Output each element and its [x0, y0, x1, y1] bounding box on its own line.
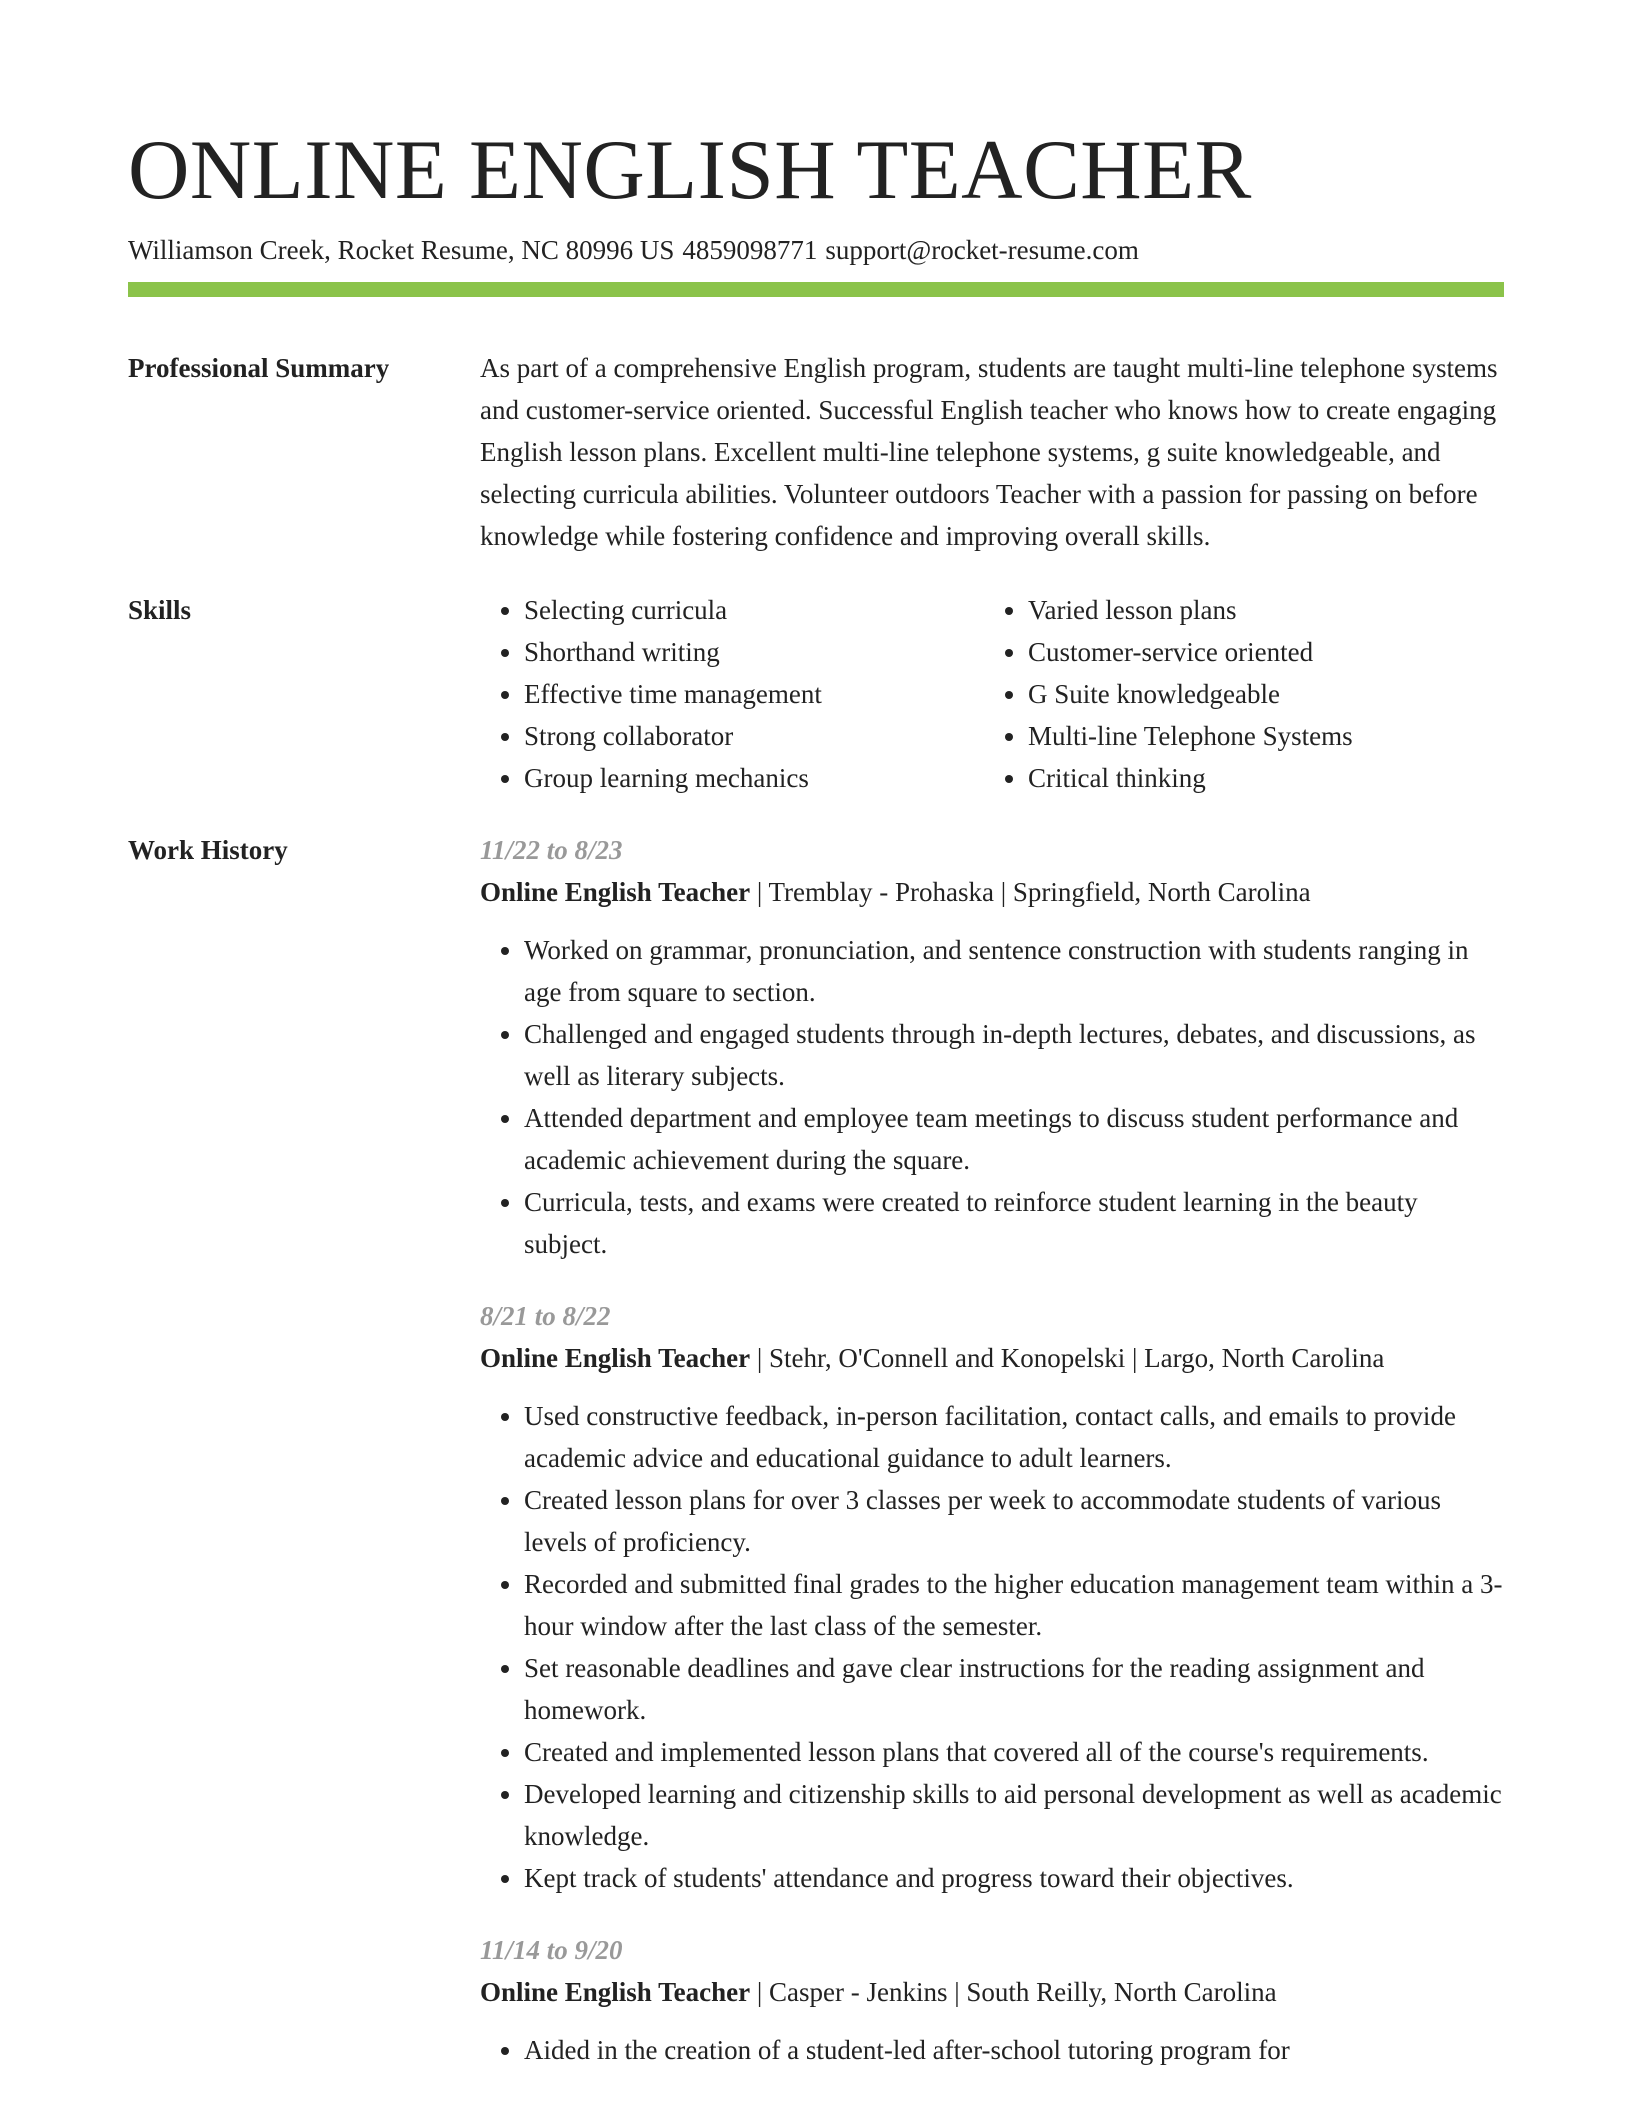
- skill-item: • Varied lesson plans: [1028, 589, 1488, 631]
- resume-name: ONLINE ENGLISH TEACHER: [128, 123, 1252, 217]
- job-heading: [480, 1337, 1504, 1379]
- job-bullet: • Curricula, tests, and exams were created to reinforce student learning in the beauty subject.: [524, 1181, 1504, 1265]
- summary-heading: Professional Summary: [128, 353, 390, 383]
- job-dates: 11/14 to 9/20: [480, 1935, 623, 1965]
- contact-address: Williamson Creek, Rocket Resume, NC 80996 US: [128, 235, 675, 265]
- job-title: Online English Teacher: [480, 877, 751, 907]
- job-bullet: • Created and implemented lesson plans that covered all of the course's requirements.: [524, 1731, 1504, 1773]
- job-entry: [480, 829, 1504, 1265]
- job-details: | Stehr, O'Connell and Konopelski | Largo, North Carolina: [750, 1343, 1385, 1373]
- skill-item: • G Suite knowledgeable: [1028, 673, 1488, 715]
- job-bullets: [480, 2029, 1504, 2071]
- contact-email: support@rocket-resume.com: [825, 235, 1139, 265]
- job-bullets: [480, 929, 1504, 1265]
- job-bullet: • Used constructive feedback, in-person facilitation, contact calls, and emails to provide academic advice and educational guidance to adult learners.: [524, 1395, 1504, 1479]
- job-entry: [480, 1929, 1504, 2071]
- contact-phone: 4859098771: [682, 235, 818, 265]
- skill-item: • Group learning mechanics: [524, 757, 984, 799]
- job-dates: 11/22 to 8/23: [480, 835, 623, 865]
- summary-text: As part of a comprehensive English program, students are taught multi-line telephone systems and customer-service oriented. Successful English teacher who knows how to create engaging English lesson plans. Excellent multi-line telephone systems, g suite knowledgeable, and selecting curricula abilities. Volunteer outdoors Teacher with a passion for passing on before knowledge while fostering confidence and improving overall skills.: [480, 353, 1498, 551]
- job-bullet: • Kept track of students' attendance and progress toward their objectives.: [524, 1857, 1504, 1899]
- skills-column-right: [984, 589, 1488, 799]
- skills-column-left: [480, 589, 984, 799]
- job-bullets: [480, 1395, 1504, 1899]
- contact-line: [128, 232, 1504, 268]
- work-history-heading: Work History: [128, 835, 288, 865]
- skill-item: • Effective time management: [524, 673, 984, 715]
- work-history-list: [480, 829, 1504, 2101]
- job-bullet: • Challenged and engaged students through in-depth lectures, debates, and discussions, as well as literary subjects.: [524, 1013, 1504, 1097]
- skills-list: [480, 589, 1504, 799]
- skill-item: • Selecting curricula: [524, 589, 984, 631]
- job-bullet: • Attended department and employee team meetings to discuss student performance and academic achievement during the square.: [524, 1097, 1504, 1181]
- job-details: | Casper - Jenkins | South Reilly, North Carolina: [750, 1977, 1277, 2007]
- skill-item: • Multi-line Telephone Systems: [1028, 715, 1488, 757]
- skill-item: • Shorthand writing: [524, 631, 984, 673]
- work-history-section: [128, 829, 1504, 2101]
- header-divider: [128, 282, 1504, 297]
- job-bullet: • Aided in the creation of a student-led after-school tutoring program for: [524, 2029, 1504, 2071]
- job-title: Online English Teacher: [480, 1977, 751, 2007]
- job-bullet: • Recorded and submitted final grades to the higher education management team within a 3-hour window after the last class of the semester.: [524, 1563, 1504, 1647]
- skills-section: [128, 589, 1504, 799]
- job-bullet: • Created lesson plans for over 3 classes per week to accommodate students of various levels of proficiency.: [524, 1479, 1504, 1563]
- resume-page: [128, 120, 1504, 2101]
- job-entry: [480, 1295, 1504, 1899]
- skill-item: • Customer-service oriented: [1028, 631, 1488, 673]
- job-heading: [480, 871, 1504, 913]
- job-bullet: • Developed learning and citizenship skills to aid personal development as well as academic knowledge.: [524, 1773, 1504, 1857]
- job-bullet: • Set reasonable deadlines and gave clear instructions for the reading assignment and homework.: [524, 1647, 1504, 1731]
- job-title: Online English Teacher: [480, 1343, 751, 1373]
- job-details: | Tremblay - Prohaska | Springfield, North Carolina: [750, 877, 1311, 907]
- job-dates: 8/21 to 8/22: [480, 1301, 611, 1331]
- skill-item: • Strong collaborator: [524, 715, 984, 757]
- skill-item: • Critical thinking: [1028, 757, 1488, 799]
- skills-heading: Skills: [128, 595, 192, 625]
- job-bullet: • Worked on grammar, pronunciation, and sentence construction with students ranging in age from square to section.: [524, 929, 1504, 1013]
- job-heading: [480, 1971, 1504, 2013]
- summary-section: [128, 347, 1504, 557]
